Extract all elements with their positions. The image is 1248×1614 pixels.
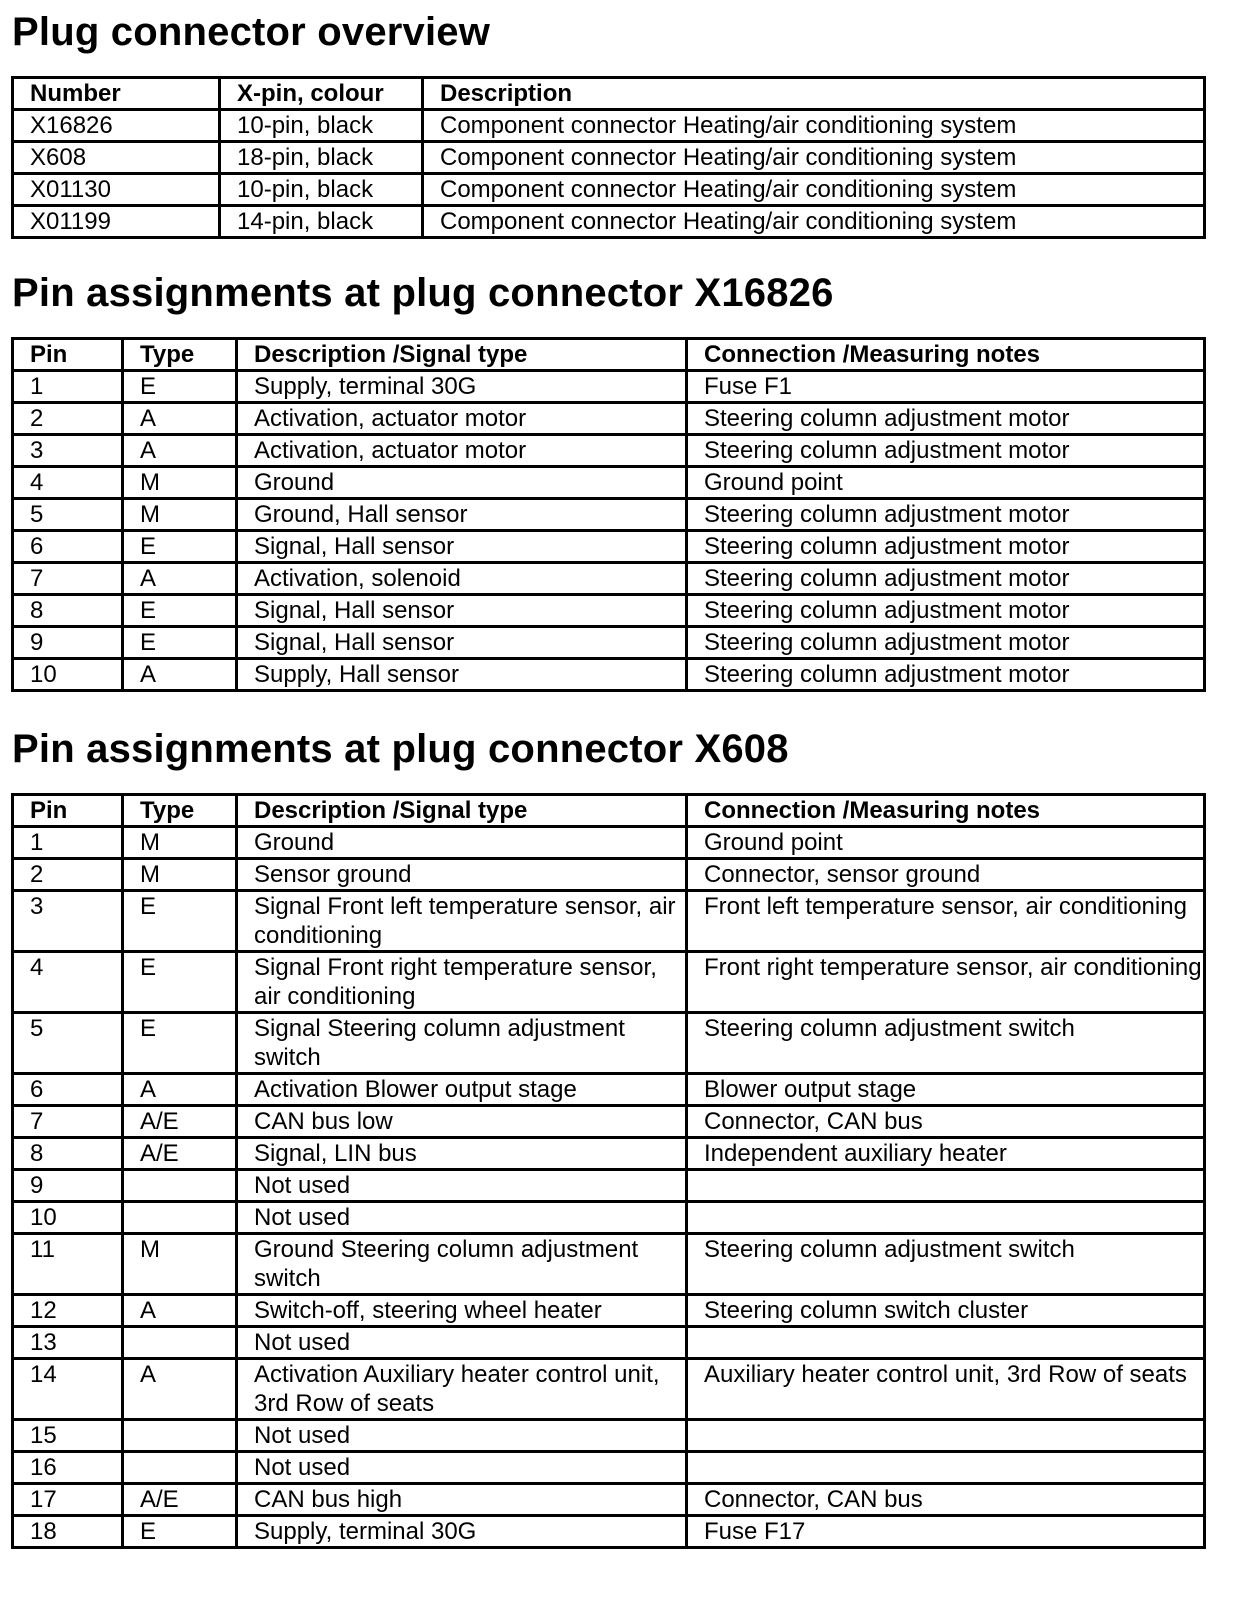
x16826-title: Pin assignments at plug connector X16826 (12, 271, 834, 315)
table-row (13, 1074, 1205, 1106)
table-cell: 1 (13, 371, 123, 403)
table-cell: 10 (13, 1202, 123, 1234)
table-cell: 2 (13, 403, 123, 435)
table-cell: 1 (13, 827, 123, 859)
table-cell: 3 (13, 891, 123, 952)
table-cell: Signal, LIN bus (237, 1138, 687, 1170)
table-cell: Steering column adjustment switch (687, 1234, 1205, 1295)
table-cell: E (123, 371, 237, 403)
table-cell: E (123, 595, 237, 627)
overview-body (13, 78, 1205, 238)
table-cell: Steering column adjustment motor (687, 627, 1205, 659)
table-cell: Component connector Heating/air conditioning system (423, 110, 1205, 142)
table-cell: A (123, 659, 237, 691)
table-cell: 15 (13, 1420, 123, 1452)
table-row (13, 659, 1205, 691)
table-cell: E (123, 891, 237, 952)
table-cell: Not used (237, 1202, 687, 1234)
table-row (13, 174, 1205, 206)
table-cell: Signal Steering column adjustment switch (237, 1013, 687, 1074)
table-cell (123, 1202, 237, 1234)
table-cell: A (123, 403, 237, 435)
table-cell (687, 1170, 1205, 1202)
table-row (13, 563, 1205, 595)
table-cell (123, 1327, 237, 1359)
table-cell: 13 (13, 1327, 123, 1359)
table-row (13, 952, 1205, 1013)
table-cell: A/E (123, 1138, 237, 1170)
column-header: Pin (13, 795, 123, 827)
table-row (13, 1202, 1205, 1234)
table-cell: Switch-off, steering wheel heater (237, 1295, 687, 1327)
table-cell: 9 (13, 627, 123, 659)
table-cell: Signal, Hall sensor (237, 531, 687, 563)
table-row (13, 1516, 1205, 1548)
table-row (13, 1420, 1205, 1452)
table-cell: A/E (123, 1484, 237, 1516)
x608-body (13, 795, 1205, 1548)
table-cell: 6 (13, 531, 123, 563)
table-cell: 10-pin, black (220, 110, 423, 142)
table-cell (123, 1170, 237, 1202)
table-cell: CAN bus high (237, 1484, 687, 1516)
table-cell: Supply, terminal 30G (237, 371, 687, 403)
connector-overview-table (11, 76, 1206, 239)
table-cell: X01199 (13, 206, 220, 238)
table-cell: Steering column adjustment motor (687, 659, 1205, 691)
table-cell: Component connector Heating/air conditioning system (423, 174, 1205, 206)
table-cell: 12 (13, 1295, 123, 1327)
table-cell: A (123, 1074, 237, 1106)
table-cell: 14 (13, 1359, 123, 1420)
table-cell: A/E (123, 1106, 237, 1138)
overview-title: Plug connector overview (12, 10, 491, 54)
column-header: Number (13, 78, 220, 110)
table-cell: 10 (13, 659, 123, 691)
table-cell: Signal Front right temperature sensor, air conditioning (237, 952, 687, 1013)
table-cell: 5 (13, 499, 123, 531)
table-cell: E (123, 1013, 237, 1074)
table-row (13, 1170, 1205, 1202)
table-row (13, 1484, 1205, 1516)
table-row (13, 1327, 1205, 1359)
table-cell: X16826 (13, 110, 220, 142)
table-cell: Steering column adjustment motor (687, 499, 1205, 531)
table-cell: Fuse F1 (687, 371, 1205, 403)
table-cell (687, 1420, 1205, 1452)
table-row (13, 595, 1205, 627)
table-cell: 6 (13, 1074, 123, 1106)
table-cell: M (123, 467, 237, 499)
table-cell: Activation, solenoid (237, 563, 687, 595)
table-cell (123, 1452, 237, 1484)
column-header: Connection /Measuring notes (687, 795, 1205, 827)
x608-title: Pin assignments at plug connector X608 (12, 727, 789, 771)
table-cell: Connector, CAN bus (687, 1484, 1205, 1516)
table-header-row (13, 339, 1205, 371)
column-header: Description /Signal type (237, 795, 687, 827)
table-cell: A (123, 563, 237, 595)
table-cell: 4 (13, 467, 123, 499)
table-cell: Activation, actuator motor (237, 435, 687, 467)
table-cell: Supply, terminal 30G (237, 1516, 687, 1548)
table-cell: Fuse F17 (687, 1516, 1205, 1548)
table-cell: Ground point (687, 827, 1205, 859)
table-cell: X01130 (13, 174, 220, 206)
table-row (13, 1013, 1205, 1074)
table-cell: Ground point (687, 467, 1205, 499)
table-cell: A (123, 1359, 237, 1420)
table-cell: 3 (13, 435, 123, 467)
table-row (13, 403, 1205, 435)
table-row (13, 1234, 1205, 1295)
table-cell (687, 1202, 1205, 1234)
table-cell: E (123, 531, 237, 563)
table-cell: E (123, 627, 237, 659)
table-row (13, 206, 1205, 238)
table-row (13, 435, 1205, 467)
column-header: Description (423, 78, 1205, 110)
table-cell: E (123, 952, 237, 1013)
table-cell: 10-pin, black (220, 174, 423, 206)
table-cell: Not used (237, 1420, 687, 1452)
table-cell: M (123, 499, 237, 531)
table-cell: Steering column switch cluster (687, 1295, 1205, 1327)
table-cell: 4 (13, 952, 123, 1013)
table-cell: Steering column adjustment motor (687, 595, 1205, 627)
table-cell: Not used (237, 1170, 687, 1202)
column-header: Type (123, 339, 237, 371)
table-cell: Ground (237, 827, 687, 859)
table-cell: Activation, actuator motor (237, 403, 687, 435)
table-row (13, 467, 1205, 499)
table-cell: 8 (13, 595, 123, 627)
table-cell: M (123, 827, 237, 859)
pin-table-x608 (11, 793, 1206, 1549)
table-cell: Steering column adjustment switch (687, 1013, 1205, 1074)
table-cell: Not used (237, 1327, 687, 1359)
table-cell: 18 (13, 1516, 123, 1548)
table-cell: X608 (13, 142, 220, 174)
table-row (13, 1452, 1205, 1484)
table-cell: Independent auxiliary heater (687, 1138, 1205, 1170)
table-row (13, 891, 1205, 952)
table-cell: Not used (237, 1452, 687, 1484)
table-row (13, 859, 1205, 891)
table-cell: 9 (13, 1170, 123, 1202)
table-cell: Ground (237, 467, 687, 499)
table-cell: 2 (13, 859, 123, 891)
table-cell (687, 1452, 1205, 1484)
table-cell: Front right temperature sensor, air conditioning (687, 952, 1205, 1013)
table-cell: Sensor ground (237, 859, 687, 891)
column-header: Description /Signal type (237, 339, 687, 371)
table-cell: Activation Blower output stage (237, 1074, 687, 1106)
table-row (13, 499, 1205, 531)
table-cell: Component connector Heating/air conditioning system (423, 142, 1205, 174)
table-cell: 18-pin, black (220, 142, 423, 174)
table-cell: Signal, Hall sensor (237, 595, 687, 627)
table-cell: Connector, sensor ground (687, 859, 1205, 891)
table-row (13, 1106, 1205, 1138)
table-cell: Activation Auxiliary heater control unit, 3rd Row of seats (237, 1359, 687, 1420)
table-cell (687, 1327, 1205, 1359)
table-row (13, 1138, 1205, 1170)
table-cell (123, 1420, 237, 1452)
table-row (13, 531, 1205, 563)
column-header: Connection /Measuring notes (687, 339, 1205, 371)
table-row (13, 110, 1205, 142)
table-cell: Ground, Hall sensor (237, 499, 687, 531)
table-cell: 11 (13, 1234, 123, 1295)
table-cell: 14-pin, black (220, 206, 423, 238)
table-cell: A (123, 435, 237, 467)
pin-table-x16826 (11, 337, 1206, 692)
table-cell: Signal, Hall sensor (237, 627, 687, 659)
table-row (13, 371, 1205, 403)
table-cell: Auxiliary heater control unit, 3rd Row of seats (687, 1359, 1205, 1420)
table-cell: Ground Steering column adjustment switch (237, 1234, 687, 1295)
table-cell: E (123, 1516, 237, 1548)
table-cell: Signal Front left temperature sensor, air conditioning (237, 891, 687, 952)
table-cell: M (123, 1234, 237, 1295)
table-cell: Component connector Heating/air conditioning system (423, 206, 1205, 238)
table-cell: Steering column adjustment motor (687, 563, 1205, 595)
table-cell: 7 (13, 563, 123, 595)
table-header-row (13, 78, 1205, 110)
table-cell: Supply, Hall sensor (237, 659, 687, 691)
column-header: Pin (13, 339, 123, 371)
table-cell: 8 (13, 1138, 123, 1170)
table-row (13, 827, 1205, 859)
table-cell: Blower output stage (687, 1074, 1205, 1106)
table-cell: Front left temperature sensor, air conditioning (687, 891, 1205, 952)
table-cell: A (123, 1295, 237, 1327)
x16826-body (13, 339, 1205, 691)
column-header: Type (123, 795, 237, 827)
table-cell: Steering column adjustment motor (687, 531, 1205, 563)
table-header-row (13, 795, 1205, 827)
table-cell: 16 (13, 1452, 123, 1484)
table-cell: CAN bus low (237, 1106, 687, 1138)
table-cell: Steering column adjustment motor (687, 403, 1205, 435)
column-header: X-pin, colour (220, 78, 423, 110)
table-row (13, 627, 1205, 659)
table-row (13, 1359, 1205, 1420)
table-cell: 5 (13, 1013, 123, 1074)
table-row (13, 142, 1205, 174)
table-cell: Connector, CAN bus (687, 1106, 1205, 1138)
table-cell: Steering column adjustment motor (687, 435, 1205, 467)
table-row (13, 1295, 1205, 1327)
table-cell: M (123, 859, 237, 891)
table-cell: 7 (13, 1106, 123, 1138)
table-cell: 17 (13, 1484, 123, 1516)
